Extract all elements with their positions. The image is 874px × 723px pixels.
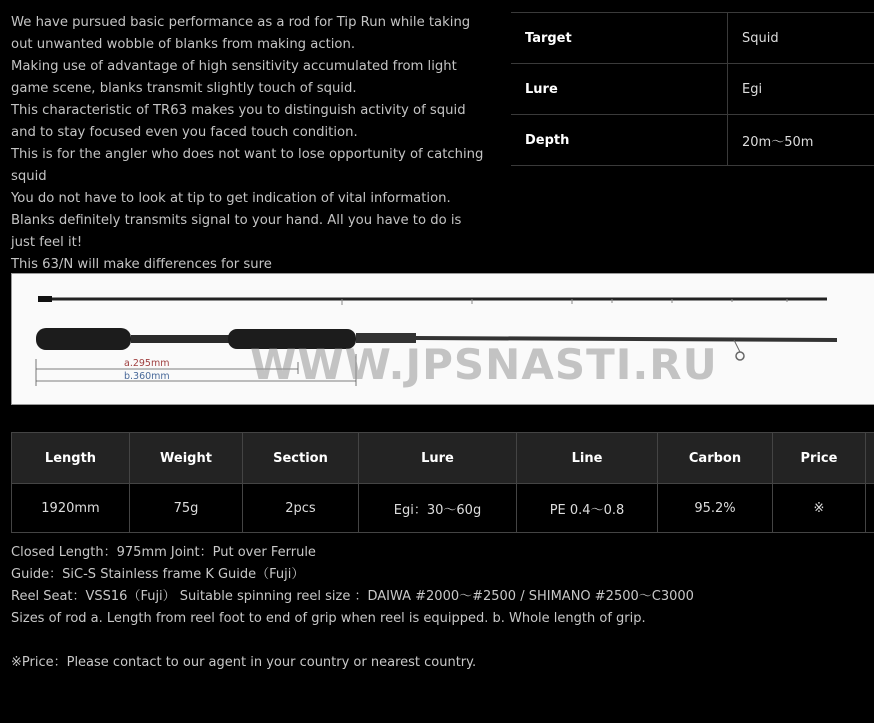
header-extra <box>866 433 874 484</box>
usage-spec-table <box>511 12 874 166</box>
header-lure: Lure <box>359 433 517 484</box>
header-section: Section <box>243 433 359 484</box>
header-line: Line <box>517 433 658 484</box>
header-weight: Weight <box>130 433 243 484</box>
note-price: ※Price：Please contact to our agent in your country or nearest country. <box>11 655 477 670</box>
spec-label: Depth <box>511 115 728 166</box>
dimension-label-a: a.295mm <box>124 358 170 369</box>
spec-notes <box>11 542 871 674</box>
cell-carbon: 95.2% <box>658 484 773 533</box>
rear-grip <box>36 328 131 350</box>
spec-row-lure <box>511 64 874 115</box>
cell-length: 1920mm <box>12 484 130 533</box>
cell-extra <box>866 484 874 533</box>
spec-value: 20m〜50m <box>728 115 874 166</box>
description-paragraph: You do not have to look at tip to get indication of vital information. Blanks definitely transmits signal to your hand. All you have to do is just feel it! <box>11 191 462 250</box>
spec-value: Egi <box>728 64 874 115</box>
spec-label: Lure <box>511 64 728 115</box>
table-header-row <box>12 433 874 484</box>
spec-row-depth <box>511 115 874 166</box>
cell-price: ※ <box>773 484 866 533</box>
cell-section: 2pcs <box>243 484 359 533</box>
spec-label: Target <box>511 13 728 64</box>
dimension-label-b: b.360mm <box>124 371 170 382</box>
description-paragraph: Making use of advantage of high sensitivity accumulated from light game scene, blanks transmit slightly touch of squid. <box>11 59 457 96</box>
note-closed-length: Closed Length：975mm Joint：Put over Ferrule <box>11 545 316 560</box>
rod-product-image <box>11 273 874 405</box>
description-paragraph: This is for the angler who does not want to lose opportunity of catching squid <box>11 147 484 184</box>
header-price: Price <box>773 433 866 484</box>
note-guide: Guide：SiC-S Stainless frame K Guide（Fuji） <box>11 567 305 582</box>
watermark: WWW.JPSNASTI.RU <box>250 340 718 389</box>
blank-butt <box>131 335 231 343</box>
description-paragraph: This 63/N will make differences for sure <box>11 257 272 272</box>
cell-lure: Egi：30〜60g <box>359 484 517 533</box>
cell-weight: 75g <box>130 484 243 533</box>
header-carbon: Carbon <box>658 433 773 484</box>
ferrule <box>38 296 52 302</box>
description-paragraph: This characteristic of TR63 makes you to distinguish activity of squid and to stay focused even you faced touch condition. <box>11 103 466 140</box>
spec-value: Squid <box>728 13 874 64</box>
table-row <box>12 484 874 533</box>
note-sizes: Sizes of rod a. Length from reel foot to end of grip when reel is equipped. b. Whole length of grip. <box>11 611 646 626</box>
product-description <box>11 12 485 276</box>
description-paragraph: We have pursued basic performance as a rod for Tip Run while taking out unwanted wobble of blanks from making action. <box>11 15 471 52</box>
spec-row-target <box>511 13 874 64</box>
header-length: Length <box>12 433 130 484</box>
stripper-guide <box>736 352 744 360</box>
note-reel-seat: Reel Seat：VSS16（Fuji） Suitable spinning reel size ：DAIWA #2000〜#2500 / SHIMANO #2500〜C3000 <box>11 589 694 604</box>
cell-line: PE 0.4〜0.8 <box>517 484 658 533</box>
rod-spec-table <box>11 432 874 533</box>
